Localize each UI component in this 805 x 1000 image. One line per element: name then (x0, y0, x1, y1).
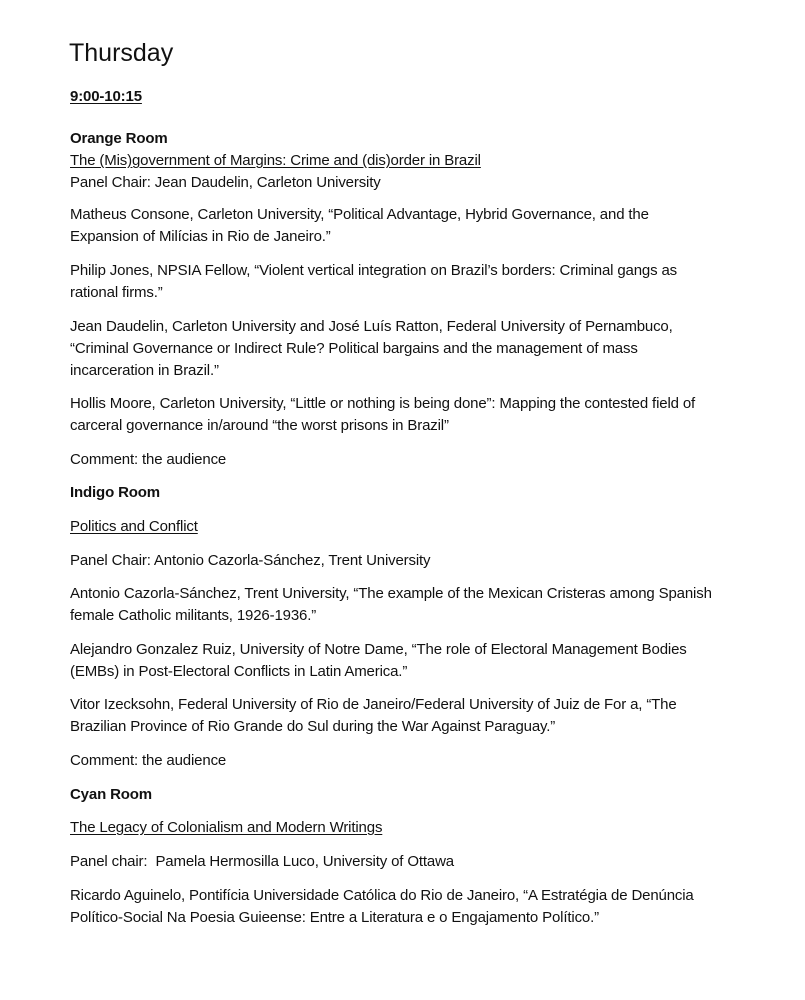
panel-chair: Panel chair: Pamela Hermosilla Luco, University of Ottawa (70, 853, 454, 870)
paper-entry: Expansion of Milícias in Rio de Janeiro.” (70, 228, 331, 245)
paper-entry: carceral governance in/around “the worst prisons in Brazil” (70, 417, 449, 434)
panel-title: The (Mis)government of Margins: Crime and (dis)order in Brazil (70, 152, 481, 169)
paper-entry: Brazilian Province of Rio Grande do Sul during the War Against Paraguay.” (70, 718, 556, 735)
paper-entry: (EMBs) in Post-Electoral Conflicts in Latin America.” (70, 663, 408, 680)
day-heading: Thursday (69, 39, 174, 67)
paper-entry: “Criminal Governance or Indirect Rule? Political bargains and the management of mass (70, 340, 638, 357)
paper-entry: Antonio Cazorla-Sánchez, Trent University, “The example of the Mexican Cristeras among Spanish (70, 585, 712, 602)
panel-title: Politics and Conflict (70, 518, 198, 535)
paper-entry: Hollis Moore, Carleton University, “Little or nothing is being done”: Mapping the contested field of (70, 395, 696, 412)
panel-chair: Panel Chair: Antonio Cazorla-Sánchez, Trent University (70, 552, 431, 569)
room-name: Cyan Room (70, 786, 152, 803)
paper-entry: Vitor Izecksohn, Federal University of Rio de Janeiro/Federal University of Juiz de For a, “The (70, 696, 677, 713)
paper-entry: Matheus Consone, Carleton University, “Political Advantage, Hybrid Governance, and the (70, 206, 649, 223)
paper-entry: Ricardo Aguinelo, Pontifícia Universidade Católica do Rio de Janeiro, “A Estratégia de Denúncia (70, 887, 694, 904)
paper-entry: Jean Daudelin, Carleton University and José Luís Ratton, Federal University of Pernambuco, (70, 318, 673, 335)
room-name: Orange Room (70, 130, 168, 147)
paper-entry: female Catholic militants, 1926-1936.” (70, 607, 317, 624)
comment-line: Comment: the audience (70, 752, 227, 769)
room-name: Indigo Room (70, 484, 160, 501)
paper-entry: Político-Social Na Poesia Guieense: Entre a Literatura e o Engajamento Político.” (70, 909, 599, 926)
paper-entry: rational firms.” (70, 284, 163, 301)
paper-entry: incarceration in Brazil.” (70, 362, 219, 379)
time-slot: 9:00-10:15 (70, 88, 142, 105)
paper-entry: Alejandro Gonzalez Ruiz, University of Notre Dame, “The role of Electoral Management Bodies (70, 641, 687, 658)
comment-line: Comment: the audience (70, 451, 227, 468)
paper-entry: Philip Jones, NPSIA Fellow, “Violent vertical integration on Brazil’s borders: Criminal gangs as (70, 262, 678, 279)
panel-chair: Panel Chair: Jean Daudelin, Carleton University (70, 174, 381, 191)
panel-title: The Legacy of Colonialism and Modern Writings (70, 819, 383, 836)
